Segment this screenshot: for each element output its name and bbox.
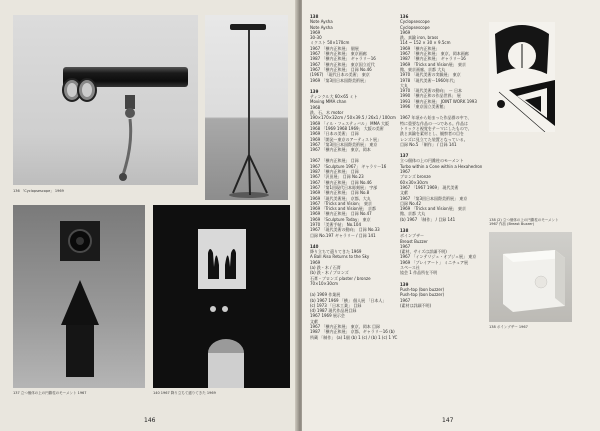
catalog-column-2 [400,14,486,308]
catalog-line: 30-30 [310,35,322,41]
catalog-line: 1967 「沢田展」 目録 No.23 [310,174,364,180]
catalog-line: Note Aysha [310,24,333,30]
caption-cone: 137 立つ個体の上の円錐柱のモーメント 1967 [13,391,87,395]
page-number-left: 146 [144,417,156,424]
catalog-line: 70×10×30cm [310,280,339,286]
catalog-line: ボインブザー [400,233,424,239]
catalog-line: 1969 [400,29,411,35]
catalog-line: レンズに見立てた装置となっている。 [400,136,468,142]
catalog-line: Push-top (bon buzzer) [400,286,445,292]
catalog-line: 協会 1 作品所在不明 [400,270,438,276]
photo-cyclopsescope-long [13,15,198,185]
catalog-line: 1996 「東京国立美術館」 [400,104,448,110]
catalog-line: 1969 「日本の美術」 目録 [310,131,359,137]
catalog-line: 1969 「現代美術展」 京都、大丸 [310,195,371,201]
catalog-line: 1993 「横内正和展」 JOINT WORK 1993 [400,98,477,104]
catalog-line: 1987 「横内正和展」 京都、ギャラリー16 (b) [310,329,395,335]
catalog-line: 鉄、石、木 motor [310,110,344,116]
catalog-line: Breast Buzzer [400,238,428,244]
catalog-line: 1967 「現代美術の動向」 目録 No.33 [310,227,380,233]
catalog-line: 1987 「横内正和展」 ギャラリー16 [310,56,376,62]
caption-plate-2: 1967 作品 (Breast Buzzer) [489,222,535,226]
catalog-line: 1967 「横内正和展」 東京、岡本画廊 [400,51,469,57]
catalog-line: ミクスト 50×170cm [310,40,350,46]
right-page [302,0,600,431]
catalog-line: ブロンズ bronze [400,174,431,180]
catalog-line: 1967 「インテリジェ・オブジェ展」 東京 [400,254,477,260]
catalog-line: Cyclopsescope [400,24,430,30]
entry-number: 138 [400,227,409,233]
catalog-line: 1970 「現代美術の動向」 ー 日本 [400,88,462,94]
catalog-line: 1967 [400,169,411,175]
catalog-line: 1969 「横内正和展」 目録 No.47 [310,211,372,217]
catalog-line: 1970 「美術手帖」 No.104 [310,221,361,227]
catalog-line: 114 ~ 152 × 30 × 9.5cm [400,40,451,46]
catalog-line: 石膏・ブロンズ plaster / bronze [310,275,371,281]
photo-hands-sculpture [153,205,290,388]
caption-hands: 140 1967 降り立ちて還りてきた 1969 [153,391,216,395]
catalog-line: 1987 「横内正和展」 目録 [310,169,359,175]
catalog-line: (d) 1987 現代作品展目録 [310,308,357,314]
photo-plate-drawing [489,22,555,132]
catalog-line: ティンクル大 60×65 ミト [310,94,358,100]
catalog-line: Moving MMA chan [310,99,347,105]
catalog-line: 大丸 [400,82,408,88]
catalog-line: 60×30×30cm [400,179,429,185]
entry-number: 136 [400,14,409,19]
catalog-line: 1969 [310,29,321,35]
catalog-line: 1967 「Sculpture 1967」 ギャラリー16 [310,163,387,169]
catalog-line: 文献 [400,190,408,196]
catalog-line: 1969 [310,259,321,265]
catalog-column-1 [310,14,396,340]
catalog-line: (a) 1969 作業展 [310,292,341,298]
catalog-line: (b) 1967 「制作」 / 目録 141 [400,216,456,222]
catalog-line: 1978 「現代美術ー1960年代」 [400,77,458,83]
catalog-line: Push-top (bon buzzer) [400,292,445,298]
catalog-line: 館、京都 大丸 [400,211,426,217]
catalog-line: 1967 「横内正和展」 東京、岡本 目録 [310,324,380,330]
catalog-line: 1967 年頃から始まった作品群の中で、 [400,115,472,121]
catalog-line: 1967 「横内正和展」 東京画廊 [310,51,367,57]
catalog-line: (素材は詳細不明) [400,302,432,308]
caption-breast-buzzer: 138 ボインブザー 1967 [489,325,528,329]
photo-cyclopsescope-stand [205,15,288,200]
entry-number: 137 [400,153,409,159]
catalog-line: 1969 「Sculpture Today」 東京 [310,216,371,222]
catalog-line: 目録 No.197 ギャラリー / 目録 141 [310,232,376,238]
catalog-line: スペース社 [400,265,420,271]
catalog-line: 鉄、真鍮 iron, brass [400,35,439,41]
photo-cone-sculpture [13,205,145,388]
catalog-line: 1967 「第3回日本国際美術展」 東京 [400,195,468,201]
catalog-line: 立つ個体の上の円錐柱のモーメント [400,158,464,164]
catalog-line: A Ball Also Returns to the Sky [310,254,370,260]
catalog-line: 館、東京画廊、京都 大丸 [400,66,446,72]
catalog-line: 1967 「横内正和展」 目録 No.46 [310,66,372,72]
catalog-line: 1970 「現代美術の実験展」 東京 [400,72,461,78]
catalog-line: 1967 「横内正和展」 目録 No.46 [310,179,372,185]
catalog-line: (c) 1973 「日本工業」 目録 [310,302,362,308]
catalog-line: (b) 鉄・木 / ブロンズ [310,270,349,276]
catalog-line: 1967 「第1回現代日本彫刻展」 宇部 [310,184,378,190]
catalog-line: (素材、サイズは詳細不明) [400,249,447,255]
catalog-line: 190×170×32cm / 50×39.5 / 26x1 / 100cm [310,115,396,121]
catalog-line: (1967) 「現代日本の美術」 東京 [310,72,370,78]
catalog-line: Turbo within a Cone within a Hexahedron [400,163,483,169]
catalog-line: 1969 「第3回日本国際美術展」 [310,77,368,83]
catalog-line: 1969 「イル・フェスティバル」 MMA 大阪 [310,120,390,126]
catalog-line: 1967 「Tricks and Vision」 東京 [310,200,372,206]
catalog-line: 1969 「横内正和展」 [400,45,440,51]
catalog-line: 1967 「横内正和展」 東京、岡本 [310,147,371,153]
catalog-line: Note Aysha [310,19,333,25]
catalog-line: 1969 「Tricks and Vision展」 東京 [400,206,466,212]
catalog-line: 1969 「Tricks and Vision展」 京都 [310,206,376,212]
page-number-right: 147 [442,417,454,424]
catalog-line: 目録 No.42 [400,200,422,206]
catalog-line: 1969 「横内正和展」 目録 No.8 [310,190,370,196]
catalog-line: 1967 1969 展示会 [310,313,345,319]
caption-plate: 138 (2) 立つ個体の上の円錐柱のモーメント [489,218,559,222]
catalog-line: 1968 「1969 1968 1969」 大阪の美術 [310,125,384,131]
entry-number: 139 [310,88,319,94]
catalog-line: 1968 [310,104,321,110]
catalog-line: 1969 「開発ー東京のアーティスト展」 [310,136,382,142]
catalog-line: 1990 「横内正和の作品世界」 展 [400,93,461,99]
caption-cyclopsescope: 136 「Cyclopsescope」 1969 [13,189,64,193]
catalog-line: 1967 「1967 1969」 現代美術 [400,184,459,190]
entry-number: 138 [310,14,319,19]
catalog-line: 1967 [400,243,411,249]
catalog-line: 1987 「横内正和展」 ギャラリー16 [400,56,466,62]
catalog-line: 1967 「横内正和展」 目録 [310,158,359,164]
catalog-line: 鉄と真鍮を素材とし、観察者の目を [400,131,464,137]
catalog-line: 目録 No.5 「制作」 / 目録 141 [400,141,457,147]
catalog-line: 特に重要な作品の一つである。作品は [400,120,468,126]
entry-number: 140 [310,243,319,249]
catalog-line: 1967 「横内正和展」 個展 [310,45,359,51]
catalog-line: 1967 「第3回日本国際美術展」 東京 [310,141,378,147]
catalog-line: 降り立ちて還りてきた 1969 [310,249,362,255]
catalog-line: トリックと視覚をテーマにしたもので、 [400,125,472,131]
entry-number: 139 [400,281,409,287]
catalog-line: 文献 [310,318,318,324]
catalog-line: Cyclopsescope [400,19,430,25]
left-page [0,0,298,431]
catalog-line: 1969 「ブレイアート」 ミニチュア展 [400,259,469,265]
catalog-line: (a) 鉄・木 / 石膏 [310,265,341,271]
catalog-line: 1967 「横内正和展」 東京国立近代 [310,61,375,67]
catalog-line: 所蔵 「制作」 (a) 1個 (b) 1 (c) / (b) 1 (c) 1 YC [310,334,398,340]
catalog-line: (b) 1967 1969 「横」 個人展 「日本人」 [310,297,387,303]
photo-breast-buzzer [489,232,572,322]
catalog-line: 1967 [400,297,411,303]
catalog-line: 1969 「Tricks and Vision展」 東京 [400,61,466,67]
